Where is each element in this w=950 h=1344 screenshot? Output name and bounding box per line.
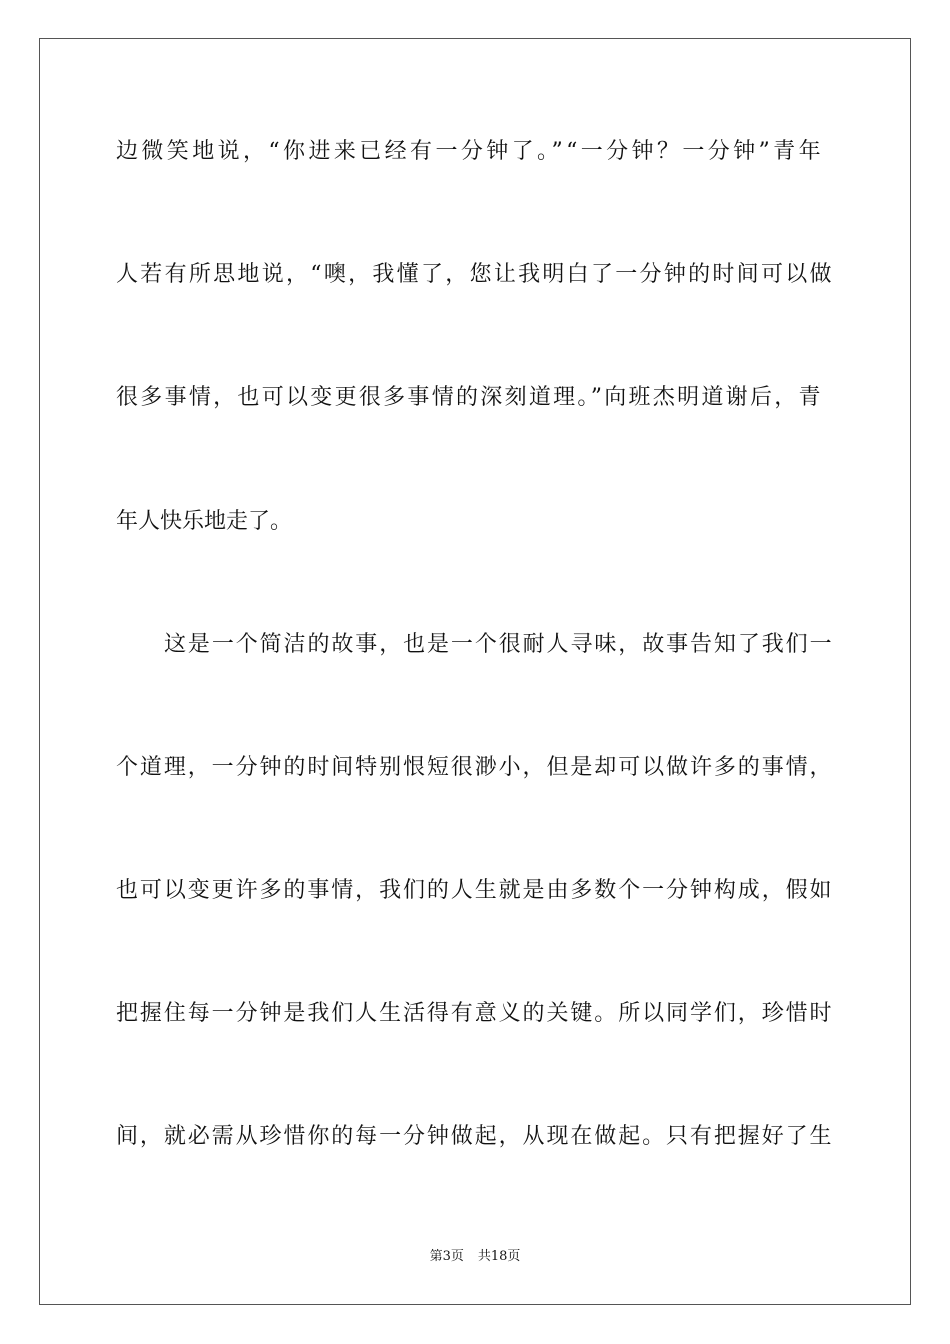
page-total: 共18页 <box>477 1249 521 1264</box>
page-number: 第3页 <box>429 1249 464 1264</box>
page-border <box>39 38 911 1305</box>
page-footer <box>0 1249 950 1265</box>
body-line-2: 人若有所思地说，“噢，我懂了，您让我明白了一分钟的时间可以做 <box>116 262 834 287</box>
body-line-5: 这是一个简洁的故事，也是一个很耐人寻味，故事告知了我们一 <box>164 632 834 657</box>
body-line-6: 个道理，一分钟的时间特别恨短很渺小，但是却可以做许多的事情， <box>116 755 834 780</box>
body-line-9: 间，就必需从珍惜你的每一分钟做起，从现在做起。只有把握好了生 <box>116 1124 834 1149</box>
body-line-3: 很多事情，也可以变更很多事情的深刻道理。”向班杰明道谢后，青 <box>116 385 823 410</box>
body-line-1: 边微笑地说，“你进来已经有一分钟了。”“一分钟？一分钟”青年 <box>116 139 824 164</box>
body-line-7: 也可以变更许多的事情，我们的人生就是由多数个一分钟构成，假如 <box>116 878 834 903</box>
body-line-8: 把握住每一分钟是我们人生活得有意义的关键。所以同学们，珍惜时 <box>116 1001 834 1026</box>
body-line-4: 年人快乐地走了。 <box>116 509 293 534</box>
